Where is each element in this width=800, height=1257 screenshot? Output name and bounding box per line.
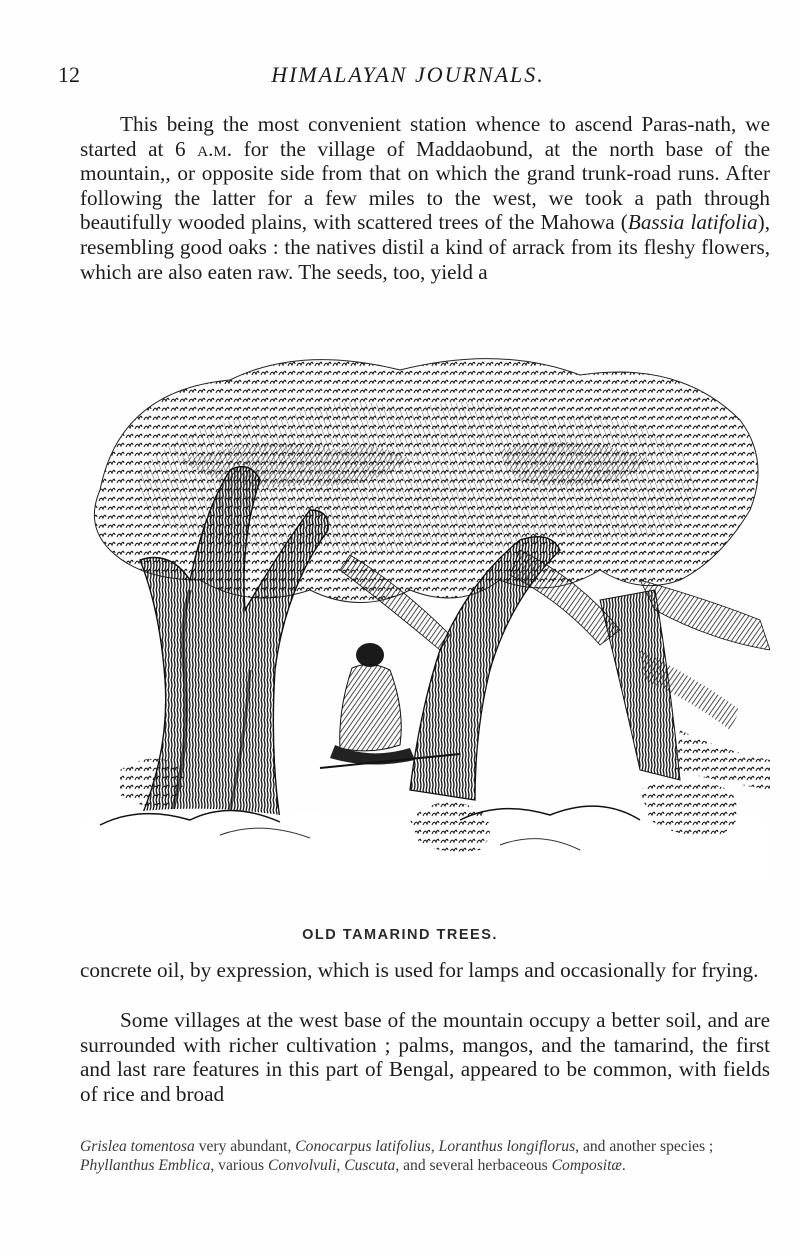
page-header [58,62,758,92]
paragraph-intro-text-1: This being the most convenient station whence to ascend Paras-nath, we started at 6 [80,112,770,161]
footnote-text-6: , and several herbaceous [395,1156,552,1174]
paragraph-intro-text-2: for the village of Maddaobund, at the north base of the mountain,, or opposite side from that on which the grand trunk-road runs. After following the latter for a few miles to the west, we took a path through beautifully wooded plains, with scattered trees of the Mahowa ( [80,136,770,235]
footnote-text-5: , [336,1156,345,1174]
footnote-text-1: very abundant, [194,1138,296,1155]
footnote-species-1: Grislea tomentosa [80,1138,195,1155]
footnote-text-7: . [621,1156,626,1174]
footnote-species-7: Compositæ [551,1156,622,1174]
paragraph-continuation: concrete oil, by expression, which is used for lamps and occasionally for frying. [80,958,759,982]
footnote-species-5: Convolvuli [267,1156,337,1174]
species-name: Bassia latifolia [627,210,758,235]
footnote-species-2: Conocarpus latifolius [295,1138,431,1155]
paragraph-intro [80,112,770,284]
footnote-species-6: Cuscuta [344,1156,396,1174]
footnote-species-4: Phyllanthus Emblica [80,1156,211,1174]
footnote-species-3: Loranthus longiflorus [438,1138,576,1155]
paragraph-villages: Some villages at the west base of the mountain occupy a better soil, and are surrounded with richer cultivation ; palms, mangos, and the tamarind, the first and last rare features in this part of Bengal, appeared to be common, with fields of rice and broad [80,1008,770,1106]
footnote-text-3: , and another species ; [575,1138,714,1155]
footnote [80,1138,770,1176]
right-tree [600,580,770,790]
tamarind-trees-engraving [80,350,770,880]
paragraph-intro-text-3: ), resembling good oaks : the natives distil a kind of arrack from its fleshy flowers, which are also eaten raw. The seeds, too, yield a [80,210,770,284]
page-number: 12 [58,62,80,87]
footnote-text-2: , [430,1138,439,1155]
footnote-text-4: , various [210,1156,268,1174]
time-abbrev: a.m. [197,136,233,161]
running-title: HIMALAYAN JOURNALS. [271,62,545,87]
figure-caption: OLD TAMARIND TREES. [302,927,498,943]
